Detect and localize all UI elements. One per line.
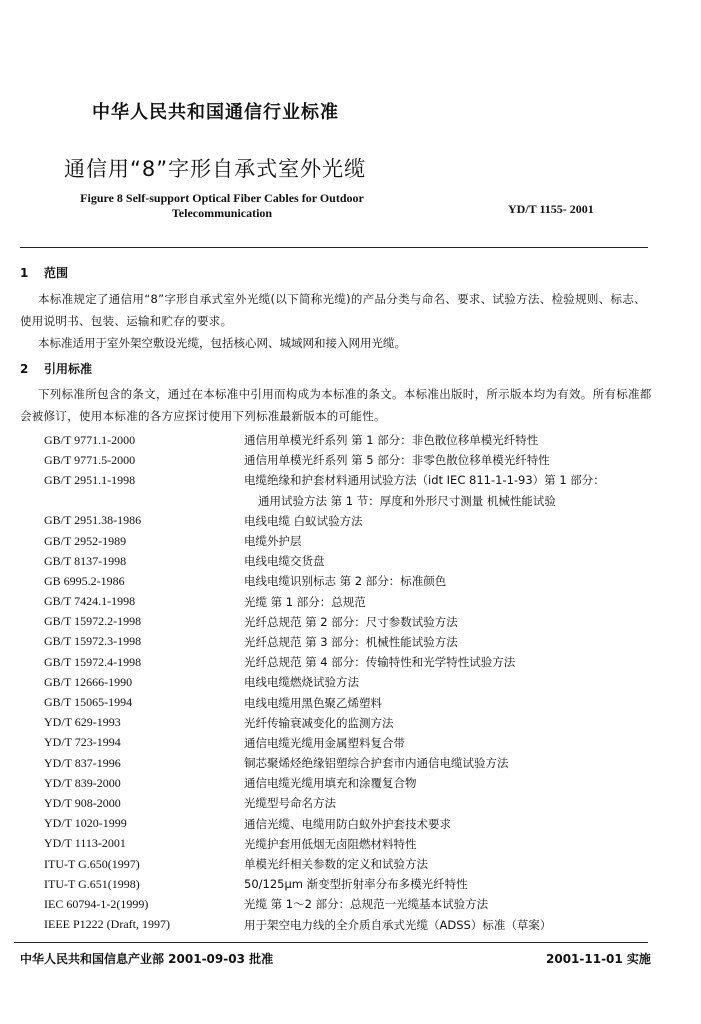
reference-title: 单模光纤相关参数的定义和试验方法: [244, 857, 428, 872]
reference-row: [44, 834, 664, 854]
reference-code: YD/T 837-1996: [44, 755, 121, 770]
reference-list: [44, 430, 664, 935]
reference-code: GB/T 7424.1-1998: [44, 594, 136, 609]
reference-title: 光缆护套用低烟无卤阻燃材料特性: [244, 836, 417, 851]
reference-title: 光纤总规范 第 3 部分：机械性能试验方法: [244, 634, 458, 649]
reference-code: GB/T 12666-1990: [44, 674, 133, 689]
reference-title: 用于架空电力线的全介质自承式光缆（ADSS）标准（草案）: [244, 917, 552, 932]
reference-title: 通信用单模光纤系列 第 1 部分：非色散位移单模光纤特性: [244, 433, 539, 448]
reference-title: 光缆型号命名方法: [244, 796, 336, 811]
section-2-title: 引用标准: [44, 362, 93, 376]
reference-row: [44, 511, 664, 531]
reference-row: [44, 450, 664, 470]
reference-code: ITU-T G.650(1997): [44, 856, 140, 871]
section-2-heading: [20, 360, 92, 377]
reference-title: 通信用单模光纤系列 第 5 部分：非零色散位移单模光纤特性: [244, 453, 550, 468]
section-2-intro: 下列标准所包含的条文，通过在本标准中引用而构成为本标准的条文。本标准出版时，所示版本均为有效。所有标准都会被修订，使用本标准的各方应探讨使用下列标准最新版本的可能性。: [20, 387, 652, 423]
reference-row: [44, 571, 664, 591]
ministry-title: 中华人民共和国通信行业标准: [92, 102, 339, 123]
reference-title: 电缆绝缘和护套材料通用试验方法（idt IEC 811-1-1-93）第 1 部分：: [244, 473, 605, 488]
reference-title: 通信电缆光缆用金属塑料复合带: [244, 735, 405, 750]
reference-row: [44, 874, 664, 894]
reference-row: [44, 793, 664, 813]
reference-code: GB/T 9771.5-2000: [44, 452, 136, 467]
reference-title: 光纤总规范 第 2 部分：尺寸参数试验方法: [244, 614, 458, 629]
section-1-number: 1: [20, 266, 29, 280]
reference-code: GB/T 2952-1989: [44, 533, 127, 548]
reference-title: 50/125μm 渐变型折射率分布多模光纤特性: [244, 877, 468, 892]
reference-code: GB/T 15065-1994: [44, 695, 133, 710]
reference-code: GB/T 8137-1998: [44, 553, 127, 568]
reference-row: [44, 491, 664, 511]
footer-issued: 中华人民共和国信息产业部 2001-09-03 批准: [20, 952, 274, 966]
reference-title: 电线电缆用黑色聚乙烯塑料: [244, 695, 382, 710]
reference-code: IEC 60794-1-2(1999): [44, 896, 149, 911]
reference-code: GB/T 15972.2-1998: [44, 614, 142, 629]
reference-row: [44, 894, 664, 914]
reference-row: [44, 652, 664, 672]
reference-title: 通用试验方法 第 1 节：厚度和外形尺寸测量 机械性能试验: [258, 493, 556, 508]
footer-effective: 2001-11-01 实施: [546, 952, 651, 966]
reference-code: GB/T 2951.38-1986: [44, 513, 142, 528]
reference-row: [44, 753, 664, 773]
reference-row: [44, 713, 664, 733]
standard-title-en: Figure 8 Self-support Optical Fiber Cables for Outdoor Telecommunication: [80, 191, 364, 220]
reference-code: ITU-T G.651(1998): [44, 876, 140, 891]
reference-title: 铜芯聚烯烃绝缘铝塑综合护套市内通信电缆试验方法: [244, 756, 509, 771]
reference-row: [44, 592, 664, 612]
section-1-heading: [20, 264, 68, 281]
reference-row: [44, 672, 664, 692]
reference-title: 通信光缆、电缆用防白蚁外护套技术要求: [244, 816, 451, 831]
reference-code: GB/T 15972.4-1998: [44, 654, 142, 669]
reference-code: YD/T 1020-1999: [44, 816, 127, 831]
reference-row: [44, 551, 664, 571]
reference-title: 电线电缆交货盘: [244, 554, 325, 569]
reference-code: IEEE P1222 (Draft, 1997): [44, 917, 170, 932]
reference-code: YD/T 839-2000: [44, 775, 121, 790]
reference-title: 电缆外护层: [244, 534, 302, 549]
standard-title-cn: 通信用“8”字形自承式室外光缆: [64, 157, 367, 181]
section-1-title: 范围: [44, 266, 69, 280]
reference-code: YD/T 1113-2001: [44, 836, 126, 851]
footer-divider: [14, 942, 648, 943]
section-1-paragraph-1: 本标准规定了通信用“8”字形自承式室外光缆(以下简称光缆)的产品分类与命名、要求、试验方法、检验规则、标志、使用说明书、包装、运输和贮存的要求。: [20, 292, 646, 328]
reference-code: YD/T 908-2000: [44, 795, 121, 810]
reference-title: 电线电缆燃烧试验方法: [244, 675, 359, 690]
reference-title: 光缆 第 1～2 部分：总规范一光缆基本试验方法: [244, 897, 489, 912]
reference-code: GB/T 15972.3-1998: [44, 634, 142, 649]
reference-row: [44, 632, 664, 652]
reference-row: [44, 915, 664, 935]
reference-row: [44, 814, 664, 834]
reference-row: [44, 692, 664, 712]
reference-row: [44, 612, 664, 632]
reference-title: 电线电缆识别标志 第 2 部分：标准颜色: [244, 574, 447, 589]
reference-code: YD/T 629-1993: [44, 715, 121, 730]
reference-row: [44, 430, 664, 450]
reference-row: [44, 773, 664, 793]
section-1-paragraph-2: 本标准适用于室外架空敷设光缆，包括核心网、城域网和接入网用光缆。: [38, 336, 406, 350]
reference-row: [44, 854, 664, 874]
reference-title: 电线电缆 白蚁试验方法: [244, 513, 363, 528]
reference-title: 通信电缆光缆用填充和涂覆复合物: [244, 776, 417, 791]
reference-code: GB 6995.2-1986: [44, 573, 125, 588]
reference-code: YD/T 723-1994: [44, 735, 121, 750]
reference-title: 光纤总规范 第 4 部分：传输特性和光学特性试验方法: [244, 655, 516, 670]
reference-row: [44, 470, 664, 490]
section-2-number: 2: [20, 362, 29, 376]
reference-row: [44, 531, 664, 551]
reference-row: [44, 733, 664, 753]
standard-number: YD/T 1155- 2001: [508, 202, 594, 216]
reference-code: GB/T 9771.1-2000: [44, 432, 136, 447]
reference-title: 光缆 第 1 部分：总规范: [244, 594, 366, 609]
reference-code: GB/T 2951.1-1998: [44, 472, 136, 487]
header-divider: [20, 247, 648, 248]
reference-title: 光纤传输衰减变化的监测方法: [244, 715, 394, 730]
